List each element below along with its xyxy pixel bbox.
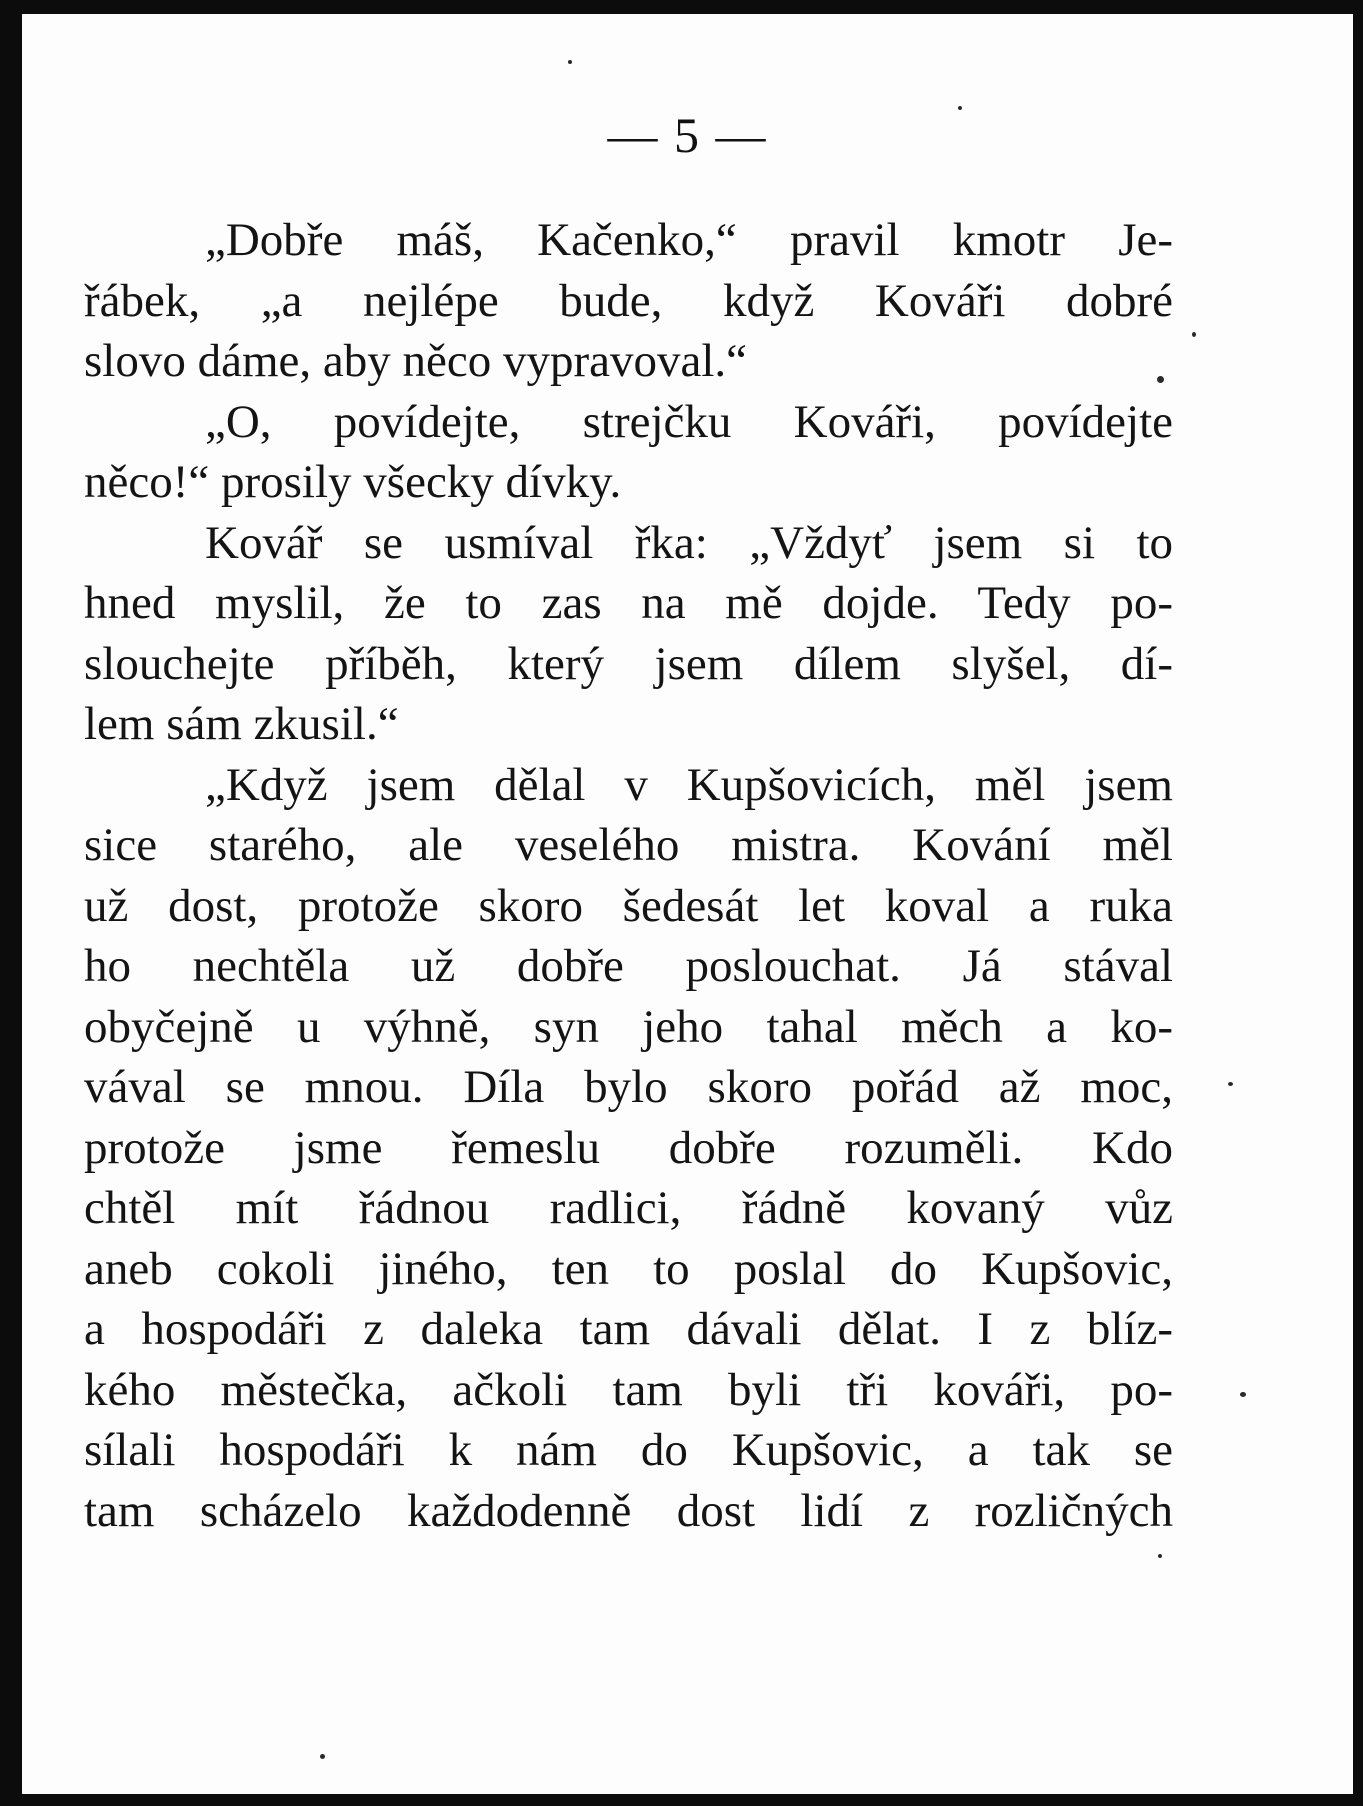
text-line: slovo dáme, aby něco vypravoval.“ <box>84 335 748 387</box>
text-line: už dost, protože skoro šedesát let koval a ruka <box>84 879 1173 932</box>
scan-speck <box>1228 1082 1233 1086</box>
text-line: Kovář se usmíval řka: „Vždyť jsem si to <box>205 516 1173 569</box>
text-line: lem sám zkusil.“ <box>84 698 399 750</box>
scan-speck <box>320 1754 325 1759</box>
text-line: aneb cokoli jiného, ten to poslal do Kupšovic, <box>84 1242 1173 1295</box>
text-line: protože jsme řemeslu dobře rozuměli. Kdo <box>84 1121 1173 1174</box>
text-line: „Dobře máš, Kačenko,“ pravil kmotr Je- <box>205 214 1173 266</box>
text-line: hned myslil, že to zas na mě dojde. Tedy po- <box>84 577 1173 629</box>
text-line: „O, povídejte, strejčku Kováři, povídejte <box>205 395 1173 448</box>
text-line: „Když jsem dělal v Kupšovicích, měl jsem <box>205 758 1173 811</box>
text-line: řábek, „a nejlépe bude, když Kováři dobré <box>84 274 1173 327</box>
text-line: vával se mnou. Díla bylo skoro pořád až moc, <box>84 1061 1173 1113</box>
text-line: slouchejte příběh, který jsem dílem slyšel, dí- <box>84 637 1173 690</box>
scan-speck <box>1240 1392 1246 1397</box>
text-line: něco!“ prosily všecky dívky. <box>84 456 622 508</box>
scan-speck <box>1158 1554 1162 1558</box>
scan-speck <box>958 106 962 110</box>
scan-speck <box>1157 376 1164 383</box>
scan-speck <box>568 60 572 64</box>
text-line: a hospodáři z daleka tam dávali dělat. I z blíz- <box>84 1303 1173 1355</box>
text-line: ho nechtěla už dobře poslouchat. Já stával <box>84 940 1173 992</box>
text-line: sice starého, ale veselého mistra. Kování měl <box>84 819 1173 871</box>
body-text <box>84 210 1173 1541</box>
scan-speck <box>1192 332 1196 337</box>
text-line: chtěl mít řádnou radlici, řádně kovaný vůz <box>84 1182 1173 1234</box>
text-line: sílali hospodáři k nám do Kupšovic, a tak se <box>84 1424 1173 1476</box>
text-line: kého městečka, ačkoli tam byli tři kováři, po- <box>84 1363 1173 1416</box>
text-line: tam scházelo každodenně dost lidí z rozličných <box>84 1484 1173 1537</box>
book-page <box>22 14 1353 1794</box>
page-number: — 5 — <box>607 107 768 163</box>
text-line: obyčejně u výhně, syn jeho tahal měch a ko- <box>84 1000 1173 1053</box>
